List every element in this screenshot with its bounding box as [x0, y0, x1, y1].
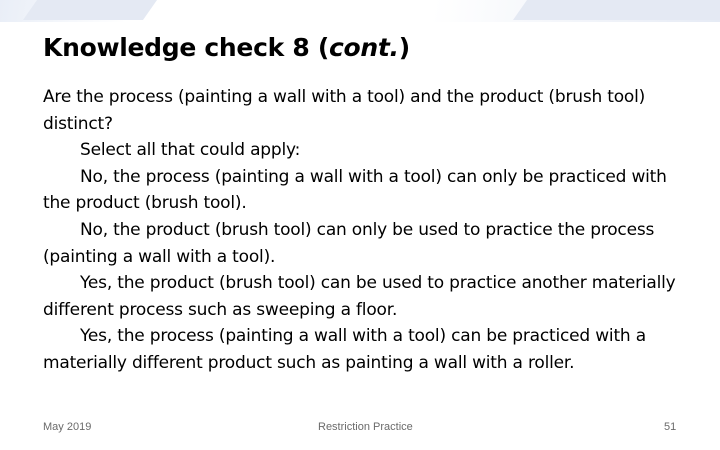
top-decorative-band [0, 0, 720, 22]
answer-option-3: Yes, the product (brush tool) can be used to practice another materially different process such as sweeping a floor. [43, 273, 676, 320]
slide-title [43, 33, 410, 62]
slide-title-italic: cont. [328, 33, 399, 62]
answer-option-4: Yes, the process (painting a wall with a tool) can be practiced with a materially different product such as painting a wall with a roller. [43, 326, 646, 373]
answer-option-2: No, the product (brush tool) can only be used to practice the process (painting a wall with a tool). [43, 219, 655, 267]
question-text: Are the process (painting a wall with a tool) and the product (brush tool) distinct? [43, 87, 646, 134]
footer-date: May 2019 [43, 421, 92, 433]
instruction-text: Select all that could apply: [80, 140, 301, 161]
band-stripe [513, 0, 720, 20]
answer-option-1: No, the process (painting a wall with a tool) can only be practiced with the product (brush tool). [43, 166, 667, 214]
footer-title: Restriction Practice [318, 421, 413, 433]
band-stripe [23, 0, 157, 20]
slide-number: 51 [664, 421, 677, 433]
slide-title-end: ) [398, 33, 410, 62]
slide-title-main: Knowledge check 8 ( [43, 33, 329, 62]
slide-body [43, 84, 683, 377]
